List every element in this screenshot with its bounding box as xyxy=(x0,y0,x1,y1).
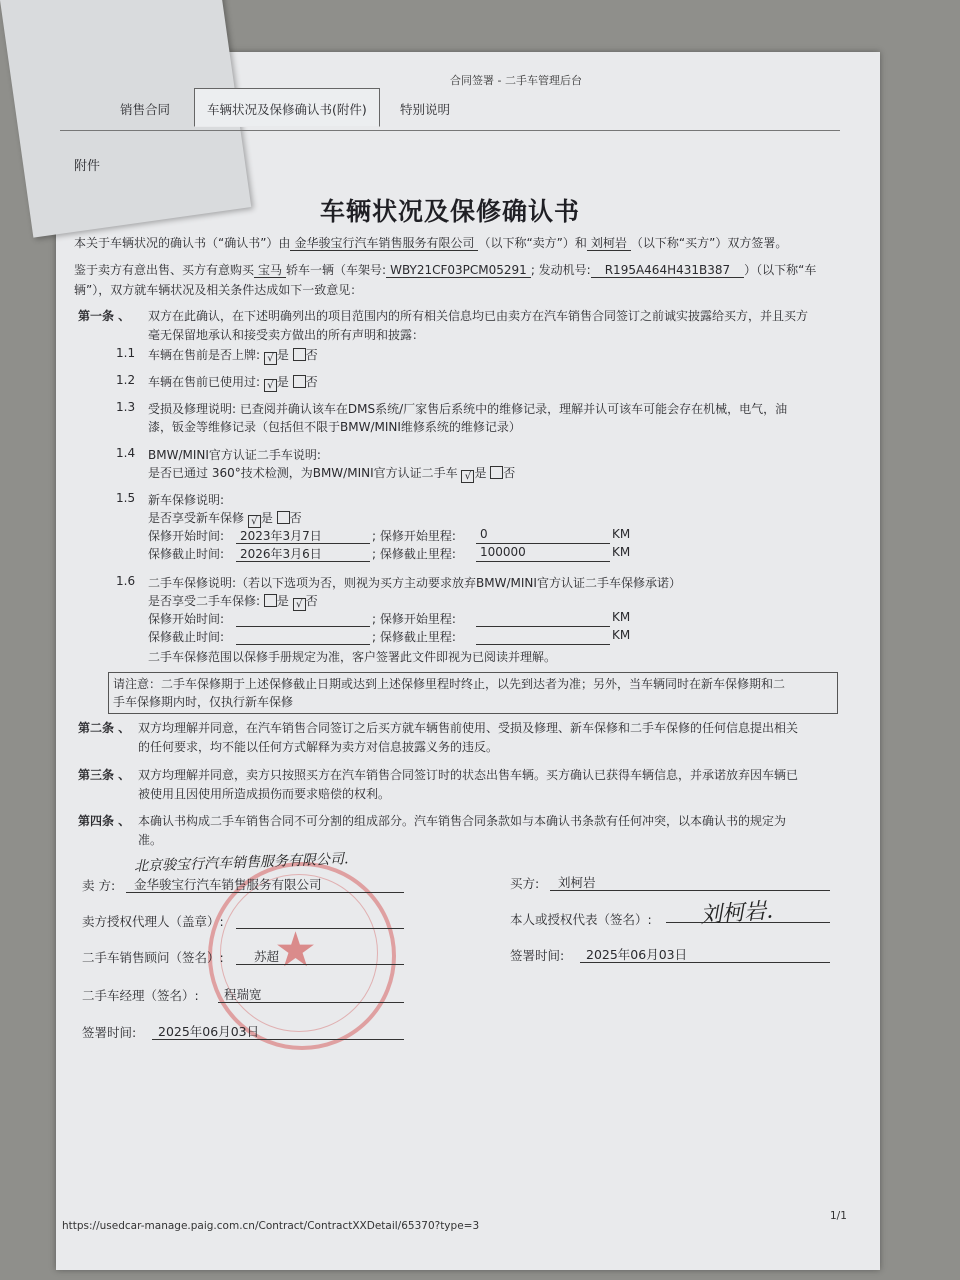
clause3-text-1: 双方均理解并同意，卖方只按照买方在汽车销售合同签订时的状态出售车辆。买方确认已获得车辆信息，并承诺放弃因车辆已 xyxy=(138,768,799,782)
km-unit: KM xyxy=(612,610,631,624)
new-end-mileage-label: ; 保修截止里程: xyxy=(372,547,456,561)
new-end-time-value: 2026年3月6日 xyxy=(240,547,322,561)
buyer-date-value: 2025年06月03日 xyxy=(586,947,688,962)
item-1-2-number: 1.2 xyxy=(116,373,136,387)
warranty-notice: 请注意：二手车保修期于上述保修截止日期或达到上述保修里程时终止，以先到达者为准；另外，当车辆同时在新车保修期和二 手车保修期内时，仅执行新车保修 xyxy=(108,672,838,714)
buyer-label: 买方: xyxy=(510,876,540,891)
seller-handwritten-name: 北京骏宝行汽车销售服务有限公司. xyxy=(133,851,349,875)
seller-value: 金华骏宝行汽车销售服务有限公司 xyxy=(134,877,322,892)
item-1-1-number: 1.1 xyxy=(116,346,136,360)
clause3-text-2: 被使用且因使用所造成损伤而要求赔偿的权利。 xyxy=(138,787,391,801)
intro-line-1: 本关于车辆状况的确认书（“确认书”）由 金华骏宝行汽车销售服务有限公司 （以下称“卖方”）和 刘柯岩 （以下称“买方”）双方签署。 xyxy=(74,236,788,250)
page-number: 1/1 xyxy=(830,1210,847,1222)
item-1-4-title: BMW/MINI官方认证二手车说明: xyxy=(148,448,321,462)
used-warranty-yes-checkbox[interactable] xyxy=(264,594,277,607)
km-unit: KM xyxy=(612,527,631,541)
item-1-3-text-2: 漆，钣金等维修记录（包括但不限于BMW/MINI维修系统的维修记录） xyxy=(148,420,521,434)
new-warranty-no-checkbox[interactable] xyxy=(277,511,290,524)
clause4-text-2: 准。 xyxy=(138,833,163,847)
km-unit: KM xyxy=(612,545,631,559)
item-1-5-title: 新车保修说明: xyxy=(148,493,225,507)
new-start-mileage-line xyxy=(476,543,610,544)
page-url: https://usedcar-manage.paig.com.cn/Contract/ContractXXDetail/65370?type=3 xyxy=(62,1220,480,1232)
item-1-1: 车辆在售前是否上牌: √ 是 否 xyxy=(148,348,318,364)
item-1-5-question: 是否享受新车保修 √ 是 否 xyxy=(148,511,302,527)
used-yes-checkbox[interactable]: √ xyxy=(264,379,277,392)
item-1-3-text-1: 受损及修理说明: 已查阅并确认该车在DMS系统/厂家售后系统中的维修记录，理解并认可该车可能会存在机械，电气，油 xyxy=(148,402,788,416)
used-end-mileage-line[interactable] xyxy=(476,644,610,645)
used-end-time-line[interactable] xyxy=(236,644,370,645)
advisor-value: 苏超 xyxy=(254,949,280,964)
tab-bar xyxy=(60,88,840,131)
new-start-time-label: 保修开始时间: xyxy=(148,529,225,543)
seal-star-icon: ★ xyxy=(274,922,318,978)
window-title: 合同签署 - 二手车管理后台 xyxy=(450,74,582,87)
engine-no-field: R195A464H431B387 xyxy=(591,263,744,278)
new-end-mileage-value: 100000 xyxy=(480,545,526,559)
clause1-text-1: 双方在此确认，在下述明确列出的项目范围内的所有相关信息均已由卖方在汽车销售合同签订之前诚实披露给买方，并且买方 xyxy=(148,309,809,323)
clause2-text-2: 的任何要求，均不能以任何方式解释为卖方对信息披露义务的违反。 xyxy=(138,740,499,754)
used-start-mileage-label: ; 保修开始里程: xyxy=(372,612,456,626)
new-end-time-label: 保修截止时间: xyxy=(148,547,225,561)
manager-label: 二手车经理（签名）: xyxy=(82,988,199,1003)
used-warranty-scope: 二手车保修范围以保修手册规定为准，客户签署此文件即视为已阅读并理解。 xyxy=(148,650,557,664)
item-1-6-question: 是否享受二手车保修: 是 √ 否 xyxy=(148,594,318,610)
item-1-4-number: 1.4 xyxy=(116,446,136,460)
buyer-date-label: 签署时间: xyxy=(510,948,565,963)
item-1-3-number: 1.3 xyxy=(116,400,136,414)
clause2-text-1: 双方均理解并同意，在汽车销售合同签订之后买方就车辆售前使用、受损及修理、新车保修和二手车保修的任何信息提出相关 xyxy=(138,721,799,735)
new-start-mileage-label: ; 保修开始里程: xyxy=(372,529,456,543)
document-title: 车辆状况及保修确认书 xyxy=(320,197,581,226)
agent-line[interactable] xyxy=(236,928,404,929)
intro-line-2: 鉴于卖方有意出售、买方有意购买 宝马 轿车一辆（车架号: WBY21CF03PCM05291 ; 发动机号: R195A464H431B387 ）（以下称“车 xyxy=(74,263,817,277)
tab-vehicle-condition[interactable]: 车辆状况及保修确认书(附件) xyxy=(194,88,380,127)
buyer-rep-label: 本人或授权代表（签名）: xyxy=(510,912,652,927)
agent-label: 卖方授权代理人（盖章）: xyxy=(82,914,224,929)
clause4-heading: 第四条 、 xyxy=(78,814,131,828)
new-start-mileage-value: 0 xyxy=(480,527,488,541)
manager-value: 程瑞宽 xyxy=(224,987,262,1002)
seller-label: 卖 方: xyxy=(82,878,116,893)
item-1-5-number: 1.5 xyxy=(116,491,136,505)
clause3-heading: 第三条 、 xyxy=(78,768,131,782)
certified-yes-checkbox[interactable]: √ xyxy=(461,470,474,483)
seller-name-field: 金华骏宝行汽车销售服务有限公司 xyxy=(290,236,478,251)
used-no-checkbox[interactable] xyxy=(293,375,306,388)
used-end-time-label: 保修截止时间: xyxy=(148,630,225,644)
buyer-value: 刘柯岩 xyxy=(558,875,596,890)
plated-yes-checkbox[interactable]: √ xyxy=(264,352,277,365)
new-warranty-yes-checkbox[interactable]: √ xyxy=(248,515,261,528)
clause1-text-2: 毫无保留地承认和接受卖方做出的所有声明和披露： xyxy=(148,328,425,342)
item-1-6-number: 1.6 xyxy=(116,574,136,588)
used-warranty-no-checkbox[interactable]: √ xyxy=(293,598,306,611)
vin-field: WBY21CF03PCM05291 xyxy=(386,263,531,278)
new-end-mileage-line xyxy=(476,561,610,562)
advisor-label: 二手车销售顾问（签名）: xyxy=(82,950,224,965)
clause2-heading: 第二条 、 xyxy=(78,721,131,735)
buyer-name-field: 刘柯岩 xyxy=(587,236,631,251)
attachment-label: 附件 xyxy=(74,159,101,174)
certified-no-checkbox[interactable] xyxy=(490,466,503,479)
clause1-heading: 第一条 、 xyxy=(78,309,131,323)
used-start-time-label: 保修开始时间: xyxy=(148,612,225,626)
brand-field: 宝马 xyxy=(254,263,286,278)
tab-sales-contract[interactable]: 销售合同 xyxy=(120,102,171,117)
intro-line-3: 辆”），双方就车辆状况及相关条件达成如下一致意见： xyxy=(74,283,363,297)
tab-special-notes[interactable]: 特别说明 xyxy=(400,102,451,117)
item-1-6-title: 二手车保修说明:（若以下选项为否，则视为买方主动要求放弃BMW/MINI官方认证二手车保修承诺） xyxy=(148,576,681,590)
seller-date-label: 签署时间: xyxy=(82,1025,137,1040)
clause4-text-1: 本确认书构成二手车销售合同不可分割的组成部分。汽车销售合同条款如与本确认书条款有任何冲突，以本确认书的规定为 xyxy=(138,814,787,828)
plated-no-checkbox[interactable] xyxy=(293,348,306,361)
item-1-4-question: 是否已通过 360°技术检测，为BMW/MINI官方认证二手车 √ 是 否 xyxy=(148,466,516,482)
buyer-handwritten-signature: 刘柯岩. xyxy=(699,898,774,929)
used-start-mileage-line[interactable] xyxy=(476,626,610,627)
used-end-mileage-label: ; 保修截止里程: xyxy=(372,630,456,644)
used-start-time-line[interactable] xyxy=(236,626,370,627)
new-start-time-value: 2023年3月7日 xyxy=(240,529,322,543)
seller-date-value: 2025年06月03日 xyxy=(158,1024,260,1039)
km-unit: KM xyxy=(612,628,631,642)
item-1-2: 车辆在售前已使用过: √ 是 否 xyxy=(148,375,318,391)
